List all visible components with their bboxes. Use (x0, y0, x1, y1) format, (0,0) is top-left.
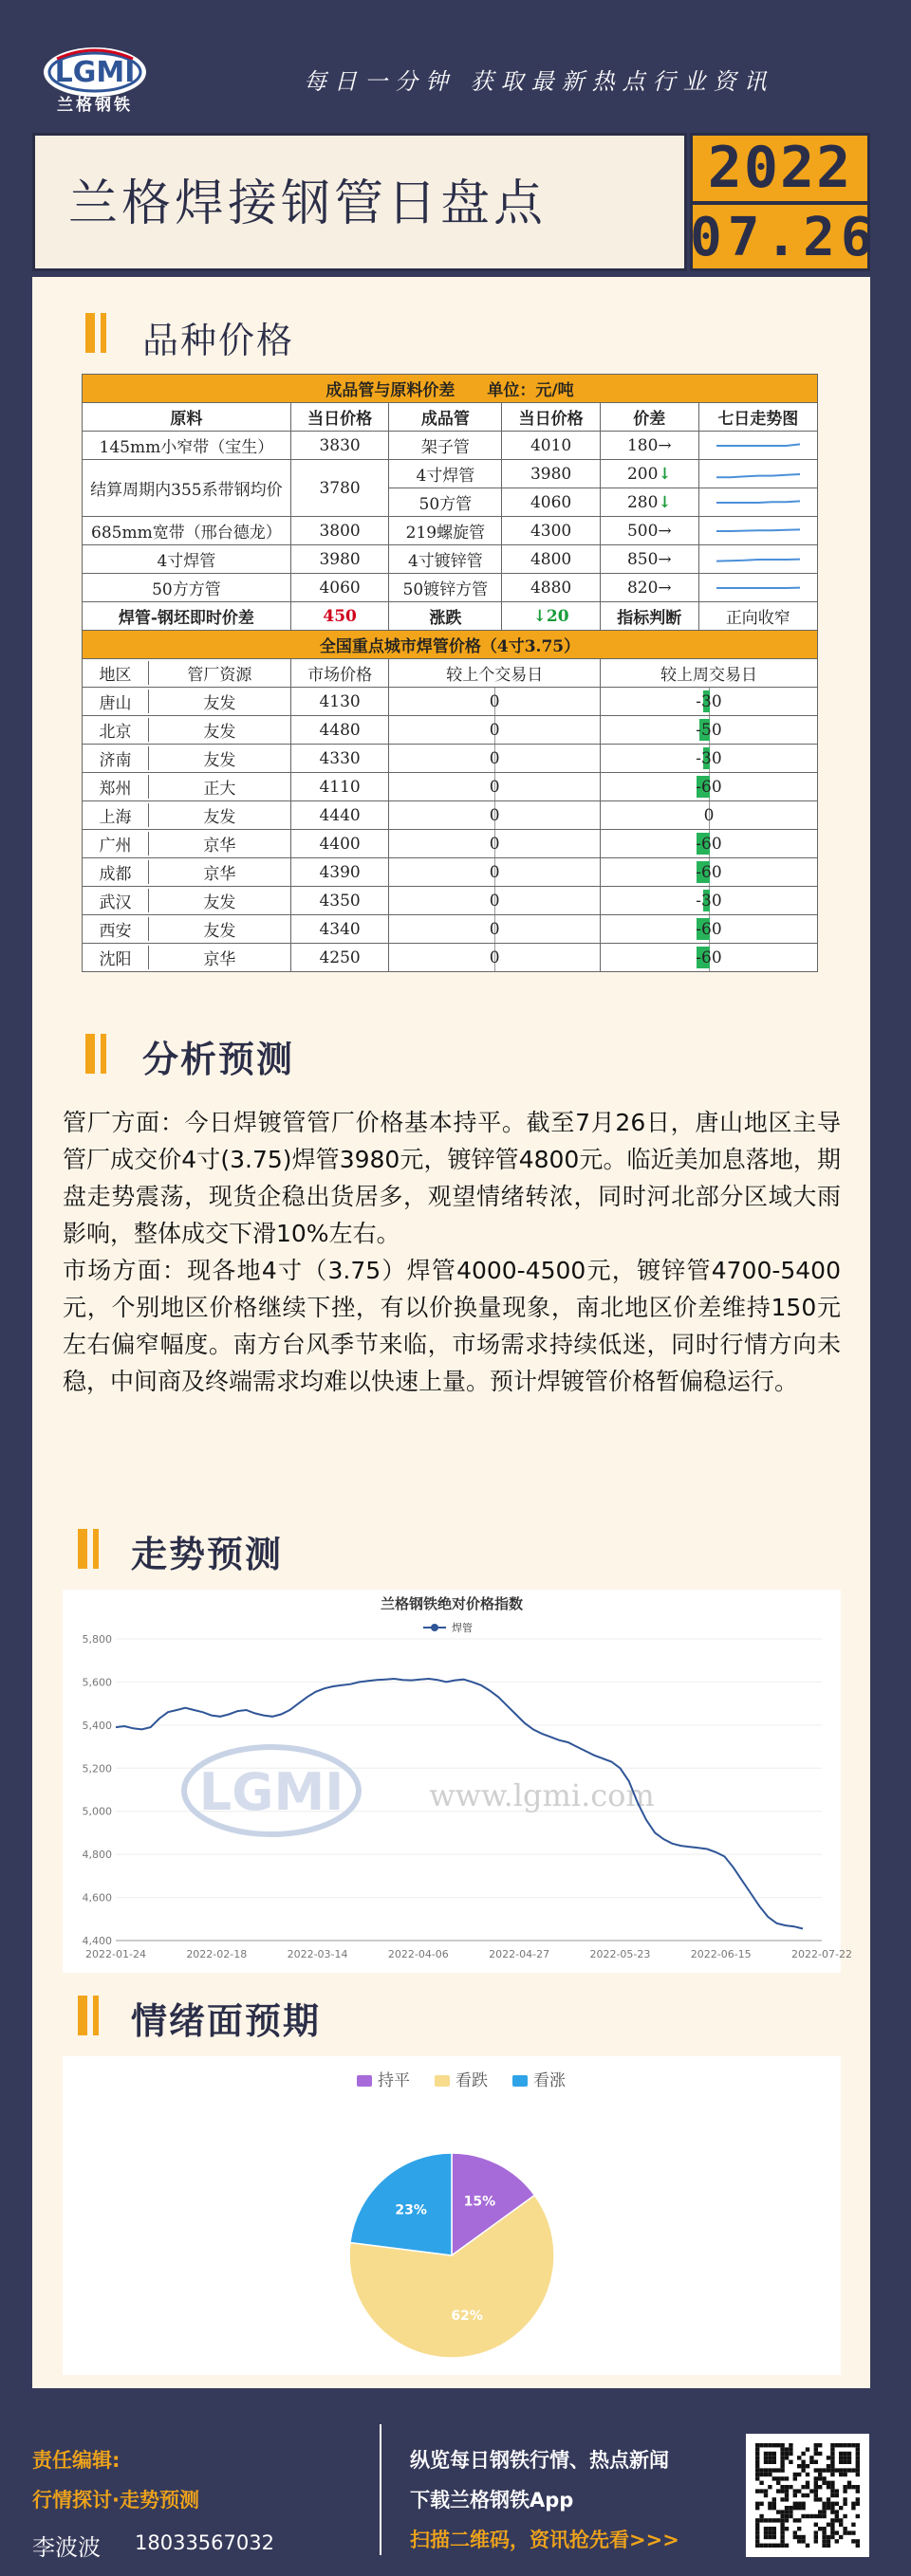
analysis-paragraph-mill: 管厂方面：今日焊镀管管厂价格基本持平。截至7月26日，唐山地区主导管厂成交价4寸(3.75)焊管3980元，镀锌管4800元。临近美加息落地，期盘走势震荡，现货企稳出货居多，观望情绪转浓，同时河北部分区域大雨影响，整体成交下滑10%左右。 (63, 1109, 841, 1247)
city-table-header-row (83, 659, 818, 688)
price-table (82, 374, 818, 972)
city-region-source (83, 858, 291, 887)
x-tick-label: 2022-07-22 (791, 1948, 852, 1960)
change-value: 0 (489, 748, 500, 768)
footer-divider (380, 2424, 381, 2555)
price-row (83, 517, 818, 545)
watermark-url: www.lgmi.com (429, 1777, 655, 1813)
column-header: 较上周交易日 (600, 659, 817, 688)
cell-split (83, 690, 290, 713)
change-value: -60 (696, 919, 722, 939)
change-value: 0 (489, 720, 500, 740)
spread-value: 450 (290, 602, 389, 631)
change-value: -60 (696, 834, 722, 854)
price-diff: 200↓ (600, 460, 698, 488)
sparkline-path (716, 474, 800, 477)
price-diff: 850→ (600, 545, 698, 574)
right-arrow-icon: → (658, 435, 672, 455)
seven-day-trend (698, 574, 817, 602)
brand-name: 兰格钢铁 (57, 96, 133, 115)
city-name: 沈阳 (83, 946, 149, 969)
cell-split (83, 946, 290, 969)
change-value: 0 (489, 891, 500, 911)
editor-name: 李波波 (32, 2534, 101, 2561)
section-marker (85, 1034, 95, 1074)
market-price: 4130 (290, 688, 389, 716)
legend-swatch (512, 2075, 528, 2087)
city-region-source (83, 688, 291, 716)
change-value: -60 (696, 777, 722, 797)
seven-day-trend (698, 432, 817, 460)
mill-source: 友发 (203, 723, 236, 742)
right-arrow-icon: → (658, 521, 672, 541)
sparkline-path (716, 559, 800, 561)
legend-swatch (435, 2075, 450, 2087)
year-label: 2022 (707, 135, 853, 201)
city-row (83, 944, 818, 972)
x-tick-label: 2022-05-23 (589, 1948, 651, 1960)
column-header: 价差 (600, 403, 698, 432)
product-price: 4010 (502, 432, 601, 460)
price-diff: 820→ (600, 574, 698, 602)
city-name: 上海 (83, 803, 149, 827)
city-table-title-row (83, 631, 818, 659)
price-summary-row (83, 602, 818, 631)
header-split (83, 661, 290, 685)
column-header-region-source (83, 659, 291, 688)
change-vs-previous-week (600, 944, 817, 972)
change-value: 0 (489, 805, 500, 825)
column-header: 管厂资源 (187, 666, 252, 685)
date-divider (690, 201, 870, 205)
change-value: 0 (489, 948, 500, 967)
product-price: 4060 (502, 488, 601, 517)
sparkline (713, 577, 804, 599)
x-tick-label: 2022-01-24 (85, 1948, 146, 1960)
right-arrow-icon: → (658, 578, 672, 598)
mill-source: 京华 (203, 837, 236, 856)
watermark-logo: LGMI (198, 1762, 344, 1822)
market-price: 4330 (290, 745, 389, 773)
mill-source: 友发 (203, 751, 236, 770)
section-marker (101, 1034, 106, 1074)
mill-source: 京华 (203, 950, 236, 969)
signal-value: 正向收窄 (698, 602, 817, 631)
change-value: -60 (696, 862, 722, 882)
section-marker (93, 1996, 99, 2035)
change-vs-previous-day (389, 688, 601, 716)
market-price: 4350 (290, 887, 389, 915)
city-region-source (83, 801, 291, 830)
change-vs-previous-day (389, 944, 601, 972)
sparkline (713, 520, 804, 543)
change-value: 0 (489, 862, 500, 882)
cell-split (83, 889, 290, 912)
product-price: 4880 (502, 574, 601, 602)
section-title-analysis: 分析预测 (142, 1039, 295, 1080)
product-name: 4寸焊管 (389, 460, 502, 488)
raw-material-name: 4寸焊管 (83, 545, 291, 574)
sparkline (713, 463, 804, 486)
change-vs-previous-day (389, 716, 601, 745)
price-table-title: 成品管与原料价差 单位：元/吨 (83, 375, 818, 403)
change-value: 0 (489, 691, 500, 711)
date-label: 07.26 (690, 207, 879, 268)
column-header: 原料 (83, 403, 291, 432)
editor-label: 责任编辑: (32, 2449, 121, 2472)
price-row (83, 432, 818, 460)
x-tick-label: 2022-03-14 (287, 1948, 348, 1960)
product-name: 219螺旋管 (389, 517, 502, 545)
cell-split (83, 860, 290, 884)
city-name: 郑州 (83, 775, 149, 799)
mill-source: 正大 (203, 780, 236, 799)
y-tick-label: 4,800 (82, 1849, 112, 1862)
x-tick-label: 2022-04-06 (387, 1948, 449, 1960)
legend-label: 持平 (378, 2071, 410, 2090)
market-price: 4110 (290, 773, 389, 801)
legend-label: 焊管 (452, 1622, 473, 1634)
legend-label: 看跌 (456, 2071, 488, 2090)
change-vs-previous-week (600, 745, 817, 773)
legend-label: 看涨 (533, 2071, 566, 2090)
change-vs-previous-week (600, 887, 817, 915)
column-header: 较上个交易日 (389, 659, 601, 688)
city-row (83, 773, 818, 801)
city-region-source (83, 716, 291, 745)
product-name: 50镀锌方管 (389, 574, 502, 602)
seven-day-trend (698, 545, 817, 574)
column-header: 地区 (83, 661, 149, 685)
x-tick-label: 2022-06-15 (690, 1948, 752, 1960)
price-diff: 500→ (600, 517, 698, 545)
seven-day-trend (698, 488, 817, 517)
pie-slice-label: 62% (451, 2308, 483, 2324)
city-row (83, 915, 818, 944)
x-tick-label: 2022-02-18 (186, 1948, 248, 1960)
change-vs-previous-week (600, 773, 817, 801)
change-vs-previous-week (600, 830, 817, 858)
change-vs-previous-week (600, 858, 817, 887)
change-value: -30 (696, 748, 722, 768)
change-vs-previous-week (600, 801, 817, 830)
sparkline (713, 434, 804, 457)
city-row (83, 801, 818, 830)
y-tick-label: 5,400 (82, 1719, 112, 1732)
cell-split (83, 775, 290, 799)
sparkline-path (716, 529, 800, 531)
city-row (83, 688, 818, 716)
city-row (83, 858, 818, 887)
section-title-trend: 走势预测 (131, 1534, 284, 1575)
slogan: 每日一分钟 获取最新热点行业资讯 (304, 68, 774, 95)
city-name: 济南 (83, 746, 149, 770)
column-header: 成品管 (389, 403, 502, 432)
cell-split (83, 832, 290, 856)
y-tick-label: 5,200 (82, 1762, 112, 1776)
change-vs-previous-day (389, 801, 601, 830)
change-vs-previous-week (600, 915, 817, 944)
pie-slice-label: 23% (395, 2202, 427, 2218)
section-marker (78, 1996, 87, 2035)
cell-split (83, 917, 290, 941)
market-price: 4440 (290, 801, 389, 830)
price-table-title-row (83, 375, 818, 403)
section-marker (85, 313, 95, 353)
product-name: 50方管 (389, 488, 502, 517)
city-region-source (83, 773, 291, 801)
legend-marker (431, 1624, 438, 1631)
raw-material-price: 3980 (290, 545, 389, 574)
change-value: -50 (696, 720, 722, 740)
sparkline (713, 491, 804, 514)
column-header: 七日走势图 (698, 403, 817, 432)
change-vs-previous-week (600, 688, 817, 716)
city-name: 北京 (83, 718, 149, 742)
change-value: -30 (696, 891, 722, 911)
city-row (83, 887, 818, 915)
raw-material-name: 145mm小窄带（宝生） (83, 432, 291, 460)
price-row (83, 574, 818, 602)
cell-split (83, 718, 290, 742)
city-name: 成都 (83, 860, 149, 884)
product-name: 4寸镀锌管 (389, 545, 502, 574)
change-value: 0 (489, 919, 500, 939)
index-line-chart (63, 1590, 852, 1973)
change-value: 0 (703, 805, 715, 825)
down-arrow-icon: ↓ (658, 492, 672, 512)
signal-label: 指标判断 (600, 602, 698, 631)
product-name: 架子管 (389, 432, 502, 460)
pie-chart-svg (63, 2056, 841, 2375)
city-name: 唐山 (83, 690, 149, 713)
mill-source: 友发 (203, 694, 236, 713)
legend-swatch (357, 2075, 372, 2087)
analysis-text (63, 1104, 841, 1400)
section-title-prices: 品种价格 (142, 320, 295, 361)
price-row (83, 545, 818, 574)
change-vs-previous-day (389, 858, 601, 887)
change-vs-previous-day (389, 773, 601, 801)
change-value: 0 (489, 834, 500, 854)
mill-source: 友发 (203, 808, 236, 827)
city-row (83, 830, 818, 858)
price-table-header-row (83, 403, 818, 432)
pie-slice-label: 15% (463, 2194, 496, 2210)
seven-day-trend (698, 460, 817, 488)
cell-split (83, 746, 290, 770)
change-value: -30 (696, 691, 722, 711)
y-tick-label: 5,800 (82, 1633, 112, 1646)
change-vs-previous-day (389, 915, 601, 944)
product-price: 3980 (502, 460, 601, 488)
price-diff: 280↓ (600, 488, 698, 517)
x-tick-label: 2022-04-27 (489, 1948, 550, 1960)
city-region-source (83, 887, 291, 915)
mill-source: 友发 (203, 893, 236, 912)
y-tick-label: 4,600 (82, 1891, 112, 1904)
change-value: ↓20 (502, 602, 601, 631)
section-title-sentiment: 情绪面预期 (131, 2000, 322, 2042)
change-value: -60 (696, 948, 722, 967)
analysis-paragraph-market: 市场方面：现各地4寸（3.75）焊管4000-4500元，镀锌管4700-5400元，个别地区价格继续下挫，有以价换量现象，南北地区价差维持150元左右偏窄幅度。南方台风季节来临，市场需求持续低迷，同时行情方向未稳，中间商及终端需求均难以快速上量。预计焊镀管价格暂偏稳运行。 (63, 1257, 841, 1395)
page-title: 兰格焊接钢管日盘点 (68, 175, 548, 232)
y-tick-label: 4,400 (82, 1935, 112, 1947)
y-tick-label: 5,600 (82, 1676, 112, 1689)
market-price: 4250 (290, 944, 389, 972)
line-chart-svg (63, 1590, 852, 1973)
mill-source: 友发 (203, 922, 236, 941)
city-name: 西安 (83, 917, 149, 941)
chart-title: 兰格钢铁绝对价格指数 (380, 1595, 524, 1612)
footer-promo-line1: 纵览每日钢铁行情、热点新闻 (410, 2449, 669, 2472)
raw-material-name: 结算周期内355系带钢均价 (83, 460, 291, 517)
section-marker (78, 1529, 87, 1569)
footer-promo-line2: 下载兰格钢铁App (410, 2489, 574, 2512)
market-price: 4400 (290, 830, 389, 858)
raw-material-price: 3830 (290, 432, 389, 460)
change-vs-previous-day (389, 887, 601, 915)
city-name: 广州 (83, 832, 149, 856)
editor-topic: 行情探讨·走势预测 (32, 2489, 199, 2512)
raw-material-price: 3780 (290, 460, 389, 517)
raw-material-price: 4060 (290, 574, 389, 602)
change-vs-previous-day (389, 745, 601, 773)
price-row (83, 460, 818, 488)
city-region-source (83, 915, 291, 944)
column-header: 当日价格 (502, 403, 601, 432)
raw-material-name: 685mm宽带（邢台德龙） (83, 517, 291, 545)
section-marker (93, 1529, 99, 1569)
price-diff: 180→ (600, 432, 698, 460)
city-region-source (83, 745, 291, 773)
cell-split (83, 803, 290, 827)
change-vs-previous-week (600, 716, 817, 745)
change-value: 0 (489, 777, 500, 797)
market-price: 4480 (290, 716, 389, 745)
down-arrow-icon: ↓ (658, 464, 672, 484)
raw-material-name: 50方方管 (83, 574, 291, 602)
section-marker (101, 313, 106, 353)
city-row (83, 716, 818, 745)
sparkline-path (716, 501, 800, 503)
product-price: 4300 (502, 517, 601, 545)
right-arrow-icon: → (658, 549, 672, 569)
sparkline (713, 548, 804, 571)
editor-phone: 18033567032 (135, 2531, 274, 2554)
y-tick-label: 5,000 (82, 1805, 112, 1818)
raw-material-price: 3800 (290, 517, 389, 545)
market-price: 4340 (290, 915, 389, 944)
city-name: 武汉 (83, 889, 149, 912)
city-table-title: 全国重点城市焊管价格（4寸3.75） (83, 631, 818, 659)
market-price: 4390 (290, 858, 389, 887)
footer-promo-line3: 扫描二维码，资讯抢先看>>> (410, 2529, 679, 2551)
spread-label: 焊管-钢坯即时价差 (83, 602, 291, 631)
city-region-source (83, 830, 291, 858)
mill-source: 京华 (203, 865, 236, 884)
seven-day-trend (698, 517, 817, 545)
city-region-source (83, 944, 291, 972)
sentiment-pie-chart (63, 2056, 841, 2375)
column-header: 当日价格 (290, 403, 389, 432)
svg-text:LGMI: LGMI (54, 56, 136, 89)
city-row (83, 745, 818, 773)
change-label: 涨跌 (389, 602, 502, 631)
product-price: 4800 (502, 545, 601, 574)
sparkline-path (716, 444, 800, 446)
qr-code[interactable] (746, 2434, 869, 2557)
change-vs-previous-day (389, 830, 601, 858)
column-header: 市场价格 (290, 659, 389, 688)
